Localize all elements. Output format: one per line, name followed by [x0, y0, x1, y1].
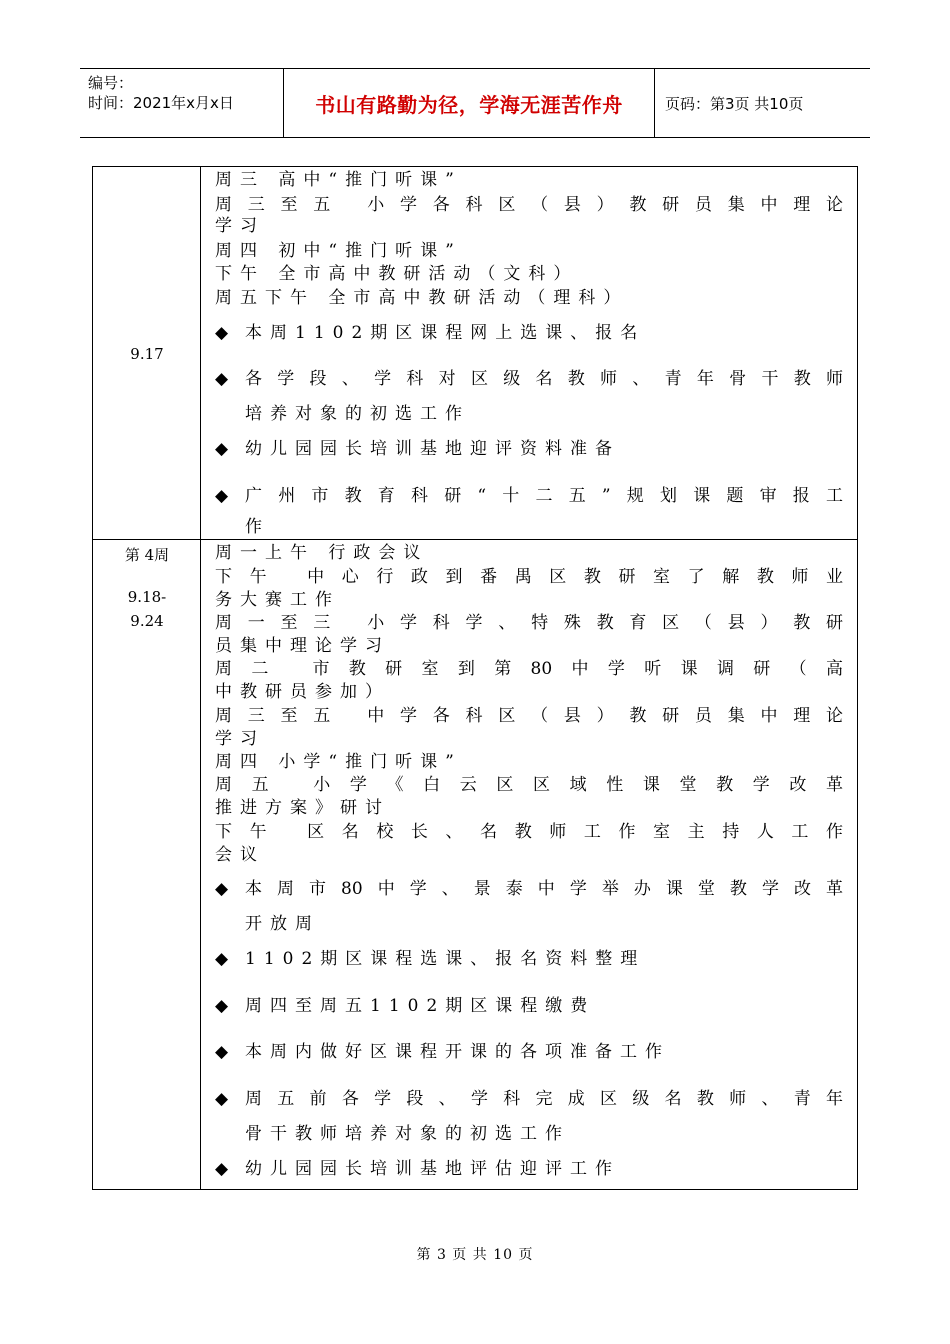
bullet-item: 幼儿园园长培训基地评估迎评工作 [245, 1159, 620, 1179]
bullet-item: 本周1102期区课程网上选课、报名 [245, 323, 646, 343]
bullet-item: 开放周 [245, 914, 320, 934]
activity-line: 周五 小学《白云区区域性课堂教学改革 [215, 775, 843, 795]
activity-line: 推进方案》研讨 [215, 798, 390, 818]
activity-line: 员集中理论学习 [215, 636, 390, 656]
bullet-icon: ◆ [215, 323, 229, 343]
page-header [80, 68, 870, 138]
activity-line: 下午 区名校长、名教师工作室主持人工作 [215, 822, 843, 842]
activity-cell [201, 540, 857, 1189]
date-end: 9.24 [130, 612, 164, 630]
bullet-item: 周五前各学段、学科完成区级名教师、青年 [245, 1089, 843, 1109]
bullet-item: 作 [245, 517, 270, 537]
number-label: 编号： [88, 74, 134, 92]
activity-line: 周三至五 小学各科区（县）教研员集中理论 [215, 195, 843, 215]
activity-line: 会议 [215, 845, 265, 865]
bullet-icon: ◆ [215, 1159, 229, 1179]
activity-line: 学习 [215, 729, 265, 749]
activity-line: 务大赛工作 [215, 590, 340, 610]
header-page-cell [655, 69, 870, 137]
bullet-item: 骨干教师培养对象的初选工作 [245, 1124, 570, 1144]
bullet-icon: ◆ [215, 1089, 229, 1109]
activity-line: 周四 初中“推门听课” [215, 241, 462, 261]
bullet-item: 幼儿园园长培训基地迎评资料准备 [245, 439, 620, 459]
week-label: 第 4周 [124, 546, 170, 564]
activity-line: 周三 高中“推门听课” [215, 170, 462, 190]
activity-line: 周三至五 中学各科区（县）教研员集中理论 [215, 706, 843, 726]
bullet-item: 周四至周五1102期区课程缴费 [245, 996, 596, 1016]
schedule-table [92, 166, 858, 1190]
bullet-icon: ◆ [215, 949, 229, 969]
activity-line: 周一上午 行政会议 [215, 543, 429, 563]
activity-line: 周一至三 小学科学、特殊教育区（县）教研 [215, 613, 843, 633]
bullet-item: 广州市教育科研“十二五”规划课题审报工 [245, 486, 843, 506]
date-start: 9.18- [127, 588, 167, 606]
activity-line: 下午 全市高中教研活动（文科） [215, 264, 579, 284]
activity-line: 周四 小学“推门听课” [215, 752, 462, 772]
table-row-week4 [93, 540, 857, 1189]
bullet-item: 本周内做好区课程开课的各项准备工作 [245, 1042, 670, 1062]
table-row-week3 [93, 167, 857, 540]
activity-line: 学习 [215, 216, 265, 236]
bullet-item: 本周市80中学、景泰中学举办课堂教学改革 [245, 879, 843, 899]
date-cell [93, 540, 201, 1189]
date-label: 9.17 [130, 345, 164, 363]
bullet-item: 1102期区课程选课、报名资料整理 [245, 949, 646, 969]
bullet-item: 各学段、学科对区级名教师、青年骨干教师 [245, 369, 843, 389]
header-motto-cell [283, 69, 655, 137]
bullet-icon: ◆ [215, 1042, 229, 1062]
bullet-icon: ◆ [215, 486, 229, 506]
page-footer: 第 3 页 共 10 页 [416, 1247, 534, 1263]
activity-line: 周五下午 全市高中教研活动（理科） [215, 288, 629, 308]
time-label: 时间：2021年x月x日 [88, 94, 234, 112]
page-label: 页码：第3页 共10页 [665, 94, 804, 113]
date-cell [93, 167, 201, 539]
bullet-item: 培养对象的初选工作 [245, 404, 470, 424]
motto: 书山有路勤为径，学海无涯苦作舟 [315, 92, 623, 117]
activity-line: 周二 市教研室到第80中学听课调研（高 [215, 659, 843, 679]
activity-line: 下午 中心行政到番禺区教研室了解教师业 [215, 567, 843, 587]
bullet-icon: ◆ [215, 996, 229, 1016]
bullet-icon: ◆ [215, 439, 229, 459]
activity-cell [201, 167, 857, 539]
header-meta [80, 69, 283, 137]
bullet-icon: ◆ [215, 369, 229, 389]
activity-line: 中教研员参加） [215, 682, 390, 702]
bullet-icon: ◆ [215, 879, 229, 899]
